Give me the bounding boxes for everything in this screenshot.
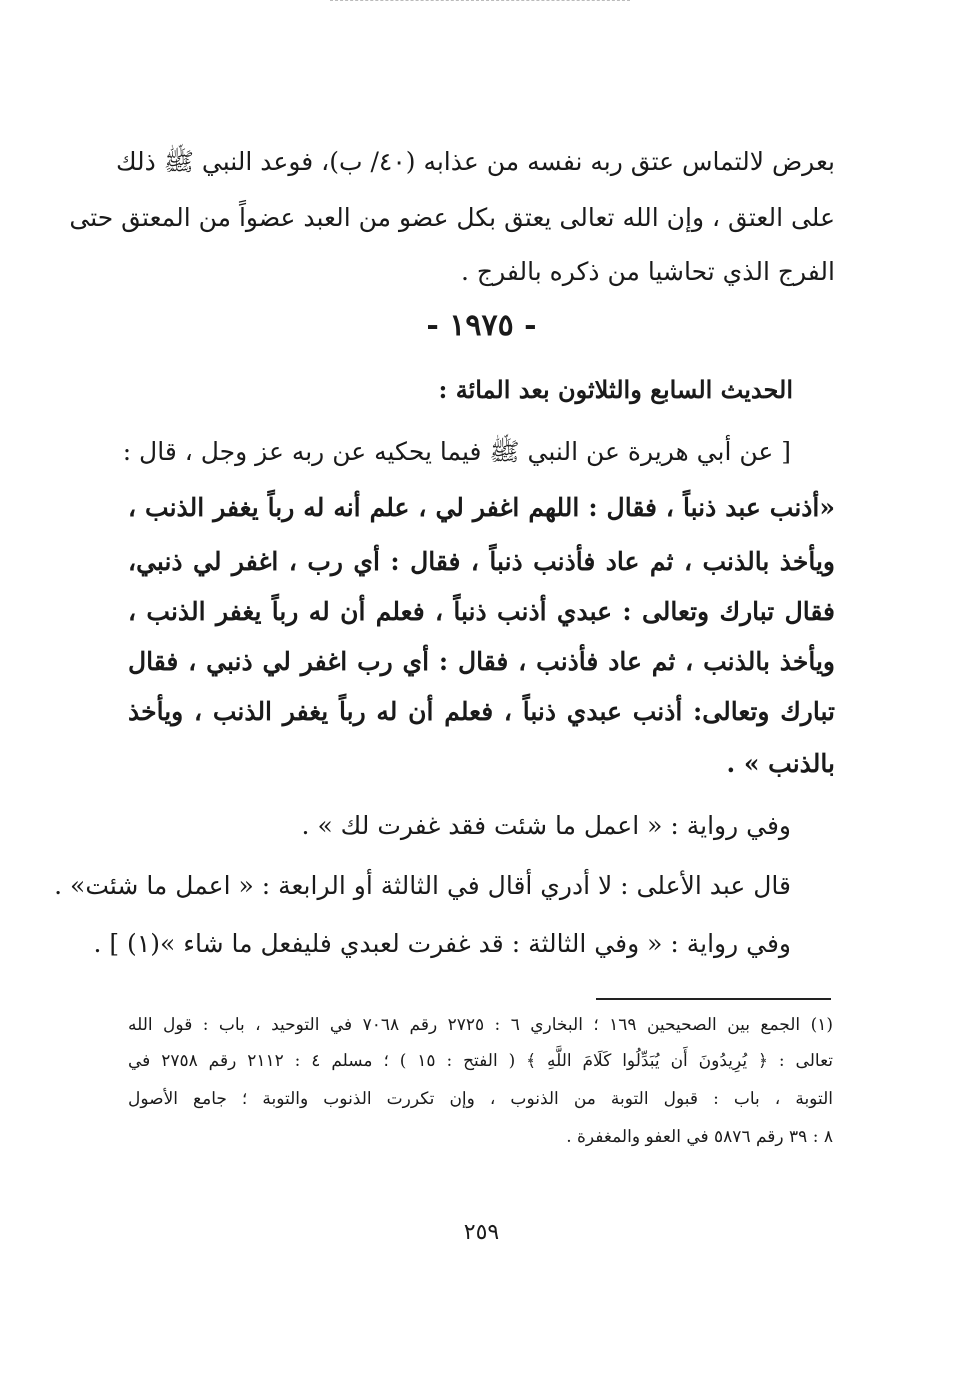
hadith-line-1: [ عن أبي هريرة عن النبي ﷺ فيما يحكيه عن ربه عز وجل ، قال :: [122, 437, 791, 466]
footnote-separator: [596, 998, 831, 1000]
footnote-line-2: تعالى : ﴿ يُرِيدُونَ أَن يُبَدِّلُوا كَلَامَ اللَّهِ ﴾ ( الفتح : ١٥ ) ؛ مسلم ٤ : ٢١١٢ رقم ٢٧٥٨ في: [128, 1051, 833, 1071]
hadith-line-7: بالذنب » .: [726, 749, 835, 778]
narration-line-2: قال عبد الأعلى : لا أدري أقال في الثالثة أو الرابعة : « اعمل ما شئت» .: [54, 871, 791, 900]
footnote-line-1: (١) الجمع بين الصحيحين ١٦٩ ؛ البخاري ٦ : ٢٧٢٥ رقم ٧٠٦٨ في التوحيد ، باب : قول الله: [128, 1015, 833, 1035]
hadith-line-6: تبارك وتعالى: أذنب عبدي ذنباً ، فعلم أن له رباً يغفر الذنب ، ويأخذ: [128, 697, 835, 726]
footnote-line-4: ٨ : ٣٩ رقم ٥٨٧٦ في العفو والمغفرة .: [566, 1127, 833, 1147]
narration-line-3: وفي رواية : « وفي الثالثة : قد غفرت لعبدي فليفعل ما شاء »(١) ] .: [93, 929, 791, 958]
intro-line-3: الفرج الذي تحاشيا من ذكره بالفرج .: [461, 257, 835, 286]
hadith-line-2: «أذنب عبد ذنباً ، فقال : اللهم اغفر لي ، علم أنه له رباً يغفر الذنب ،: [128, 493, 835, 522]
page-number: ٢٥٩: [463, 1220, 500, 1245]
footnote-line-3: التوبة ، باب : قبول التوبة من الذنوب ، وإن تكررت الذنوب والتوبة ؛ جامع الأصول: [128, 1089, 833, 1109]
narration-line-1: وفي رواية : « اعمل ما شئت فقد غفرت لك » .: [301, 811, 791, 840]
intro-line-1: بعرض لالتماس عتق ربه نفسه من عذابه (٤٠/ ب)، فوعد النبي ﷺ ذلك: [115, 147, 835, 176]
hadith-line-3: ويأخذ بالذنب ، ثم عاد فأذنب ذنباً ، فقال : أي رب ، اغفر لي ذنبي،: [128, 547, 835, 576]
top-edge-marks: [330, 0, 630, 5]
hadith-line-4: فقال تبارك وتعالى : عبدي أذنب ذنباً ، فعلم أن له رباً يغفر الذنب ،: [128, 597, 835, 626]
hadith-number: - ١٩٧٥ -: [426, 308, 537, 343]
hadith-line-5: ويأخذ بالذنب ، ثم عاد فأذنب ، فقال : أي رب اغفر لي ذنبي ، فقال: [128, 647, 835, 676]
section-heading: الحديث السابع والثلاثون بعد المائة :: [438, 375, 793, 404]
intro-line-2: على العتق ، وإن الله تعالى يعتق بكل عضو من العبد عضواً من المعتق حتى: [69, 203, 835, 232]
